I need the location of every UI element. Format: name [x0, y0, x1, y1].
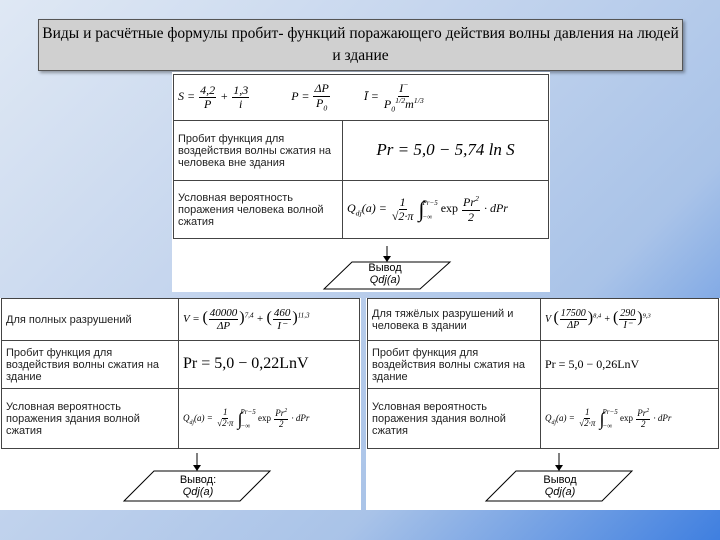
- left-probability-formula: $Q_{dj}(a)$ = $\frac{1}{√2\cdot\pi}$ ∫ Pr−5 −∞ exp $\frac{Pr^2}{2}$ · dPr: [183, 407, 310, 430]
- right-type-label: Для тяжёлых разрушений и человека в здании: [372, 307, 514, 332]
- right-probability-formula: $Q_{dj}(a)$ = $\frac{1}{√2\cdot\pi}$ ∫ Pr−5 −∞ exp $\frac{Pr^2}{2}$ · dPr: [545, 407, 672, 430]
- top-probit-label: Пробит функция для воздействия волны сжатия на человека вне здания: [178, 132, 332, 169]
- left-probit-formula-cell: [179, 341, 360, 389]
- top-formula-table: [173, 74, 549, 239]
- right-output-text: Вывод Qdj(a): [543, 474, 577, 498]
- right-probability-formula-cell: [541, 389, 719, 449]
- right-probability-label-cell: [368, 389, 541, 449]
- right-output-arrowhead: [555, 465, 563, 471]
- left-probit-label: Пробит функция для воздействия волны сжатия на здание: [6, 346, 160, 383]
- left-v-formula: V = ( $\frac{40000}{\Delta P}$ )$^{7,4}$ + ( $\frac{460}{I^-}$ )$^{11,3}$: [183, 306, 310, 332]
- left-output-text: Вывод: Qdj(a): [179, 474, 217, 498]
- top-probability-formula: $Q_{dj}(a)$ = $\frac{1}{√2\cdot\pi}$ ∫ Pr−5 −∞ exp $\frac{Pr^2}{2}$ · dPr: [347, 194, 508, 224]
- right-probability-label: Условная вероятность поражения здания волной сжатия: [372, 400, 506, 437]
- left-type-label-cell: [2, 299, 179, 341]
- right-probit-formula-cell: [541, 341, 719, 389]
- left-type-label: Для полных разрушений: [6, 313, 132, 326]
- left-probability-formula-cell: [179, 389, 360, 449]
- top-probit-formula: Pr = 5,0 − 5,74 ln S: [376, 139, 515, 159]
- top-probability-formula-cell: [343, 181, 549, 239]
- left-probit-formula: Pr = 5,0 − 0,22LnV: [183, 355, 309, 372]
- left-output-arrowhead: [193, 465, 201, 471]
- right-probit-label-cell: [368, 341, 541, 389]
- right-v-formula: V ( $\frac{17500}{\Delta P}$ )$^{8,4}$ + ( $\frac{290}{I^-}$ )$^{9,3}$: [545, 308, 651, 331]
- top-probit-formula-cell: [343, 121, 549, 181]
- left-v-formula-cell: [179, 299, 360, 341]
- right-panel: [366, 298, 720, 510]
- top-probability-label-cell: [174, 181, 343, 239]
- right-v-formula-cell: [541, 299, 719, 341]
- left-formula-table: [1, 298, 360, 449]
- p-formula: P = $\frac{\Delta P}{P_0}$: [291, 81, 329, 112]
- top-probit-label-cell: [174, 121, 343, 181]
- top-probability-label: Условная вероятность поражения человека волной сжатия: [178, 191, 324, 228]
- top-output-text: Вывод Qdj(a): [368, 262, 402, 286]
- slide-title: Виды и расчётные формулы пробит- функций поражающего действия волны давления на людей и здание: [38, 19, 683, 71]
- right-type-label-cell: [368, 299, 541, 341]
- right-formula-table: [367, 298, 719, 449]
- left-probability-label-cell: [2, 389, 179, 449]
- left-probit-label-cell: [2, 341, 179, 389]
- right-probit-label: Пробит функция для воздействия волны сжатия на здание: [372, 346, 526, 383]
- top-panel: [172, 72, 550, 292]
- s-formula: S = $\frac{4,2}{P}$ + $\frac{1,3}{i}$: [178, 82, 249, 111]
- parameters-cell: [174, 75, 549, 121]
- i-formula: Ī = $\frac{I^-}{P_0^{1/2}m^{1/3}}$: [363, 80, 424, 113]
- left-probability-label: Условная вероятность поражения здания волной сжатия: [6, 400, 140, 437]
- right-probit-formula: Pr = 5,0 − 0,26LnV: [545, 357, 640, 371]
- left-panel: [0, 298, 361, 510]
